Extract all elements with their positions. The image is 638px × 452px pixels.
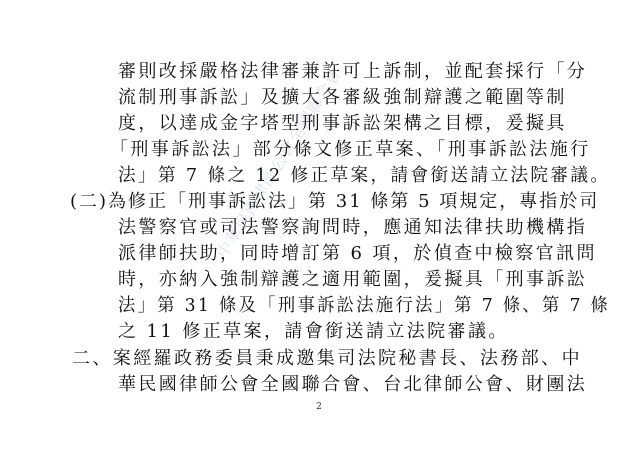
page-number: 2 [316,402,322,412]
watermark-stamp: 中華民國律師公會全國聯合會 [212,64,346,262]
text-line: 審則改採嚴格法律審兼許可上訴制，並配套採行「分 [118,61,588,82]
list-item-heading: (二)為修正「刑事訴訟法」第 31 條第 5 項規定，專指於司 [70,191,600,212]
text-line: 流制刑事訴訟」及擴大各審級強制辯護之範圍等制 [118,87,567,108]
text-line: 法警察官或司法警察詢問時，應通知法律扶助機構指 [118,217,588,238]
list-item-heading: 二、案經羅政務委員秉成邀集司法院秘書長、法務部、中 [72,348,582,369]
text-line: 華民國律師公會全國聯合會、台北律師公會、財團法 [118,374,588,395]
text-line: 時，亦納入強制辯護之適用範圍，爰擬具「刑事訴訟 [118,269,588,290]
text-line: 派律師扶助，同時增訂第 6 項，於偵查中檢察官訊問 [118,243,597,264]
text-line: 法」第 7 條之 12 修正草案，請會銜送請立法院審議。 [118,165,611,186]
text-line: 度，以達成金字塔型刑事訴訟架構之目標，爰擬具 [118,113,567,134]
text-line: 「刑事訴訟法」部分條文修正草案、「刑事訴訟法施行 [110,139,591,160]
text-line: 法」第 31 條及「刑事訴訟法施行法」第 7 條、第 7 條 [118,295,611,316]
text-line: 之 11 修正草案，請會銜送請立法院審議。 [118,321,509,342]
